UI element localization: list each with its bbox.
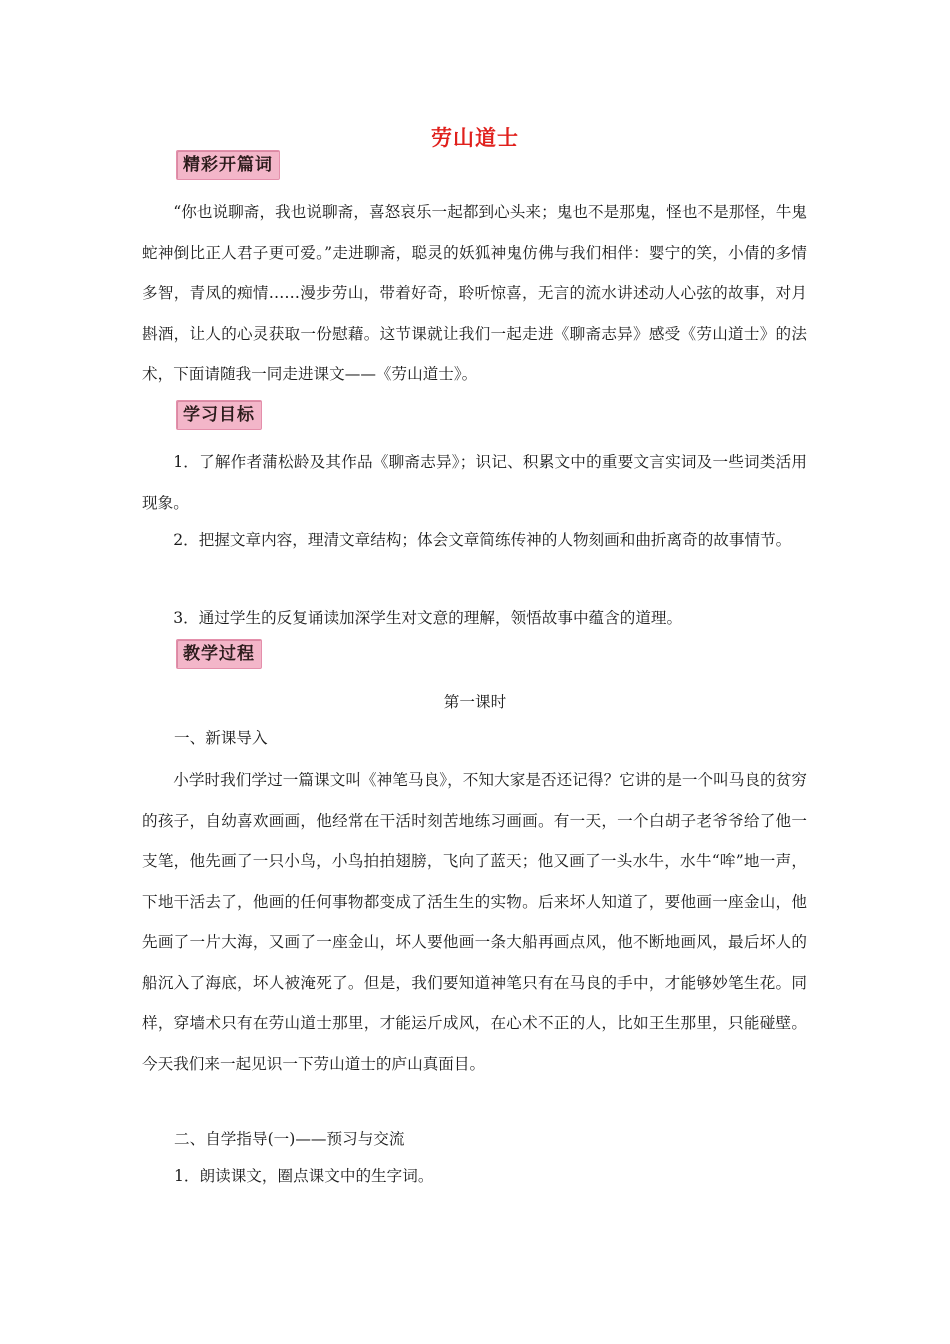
section-tag-intro: 精彩开篇词	[176, 150, 280, 180]
part2-item-1: 1．朗读课文，圈点课文中的生字词。	[174, 1167, 434, 1185]
section-tag-goals: 学习目标	[176, 400, 262, 430]
goal-item-2: 2．把握文章内容，理清文章结构；体会文章简练传神的人物刻画和曲折离奇的故事情节。	[173, 531, 792, 549]
intro-paragraph: “你也说聊斋，我也说聊斋，喜怒哀乐一起都到心头来；鬼也不是那鬼，怪也不是那怪，牛鬼蛇神倒比正人君子更可爱。”走进聊斋，聪灵的妖狐神鬼仿佛与我们相伴：婴宁的笑，小倩的多情多智，青凤的痴情……漫步劳山，带着好奇，聆听惊喜，无言的流水讲述动人心弦的故事，对月斟酒，让人的心灵获取一份慰藉。这节课就让我们一起走进《聊斋志异》感受《劳山道士》的法术，下面请随我一同走进课文——《劳山道士》。	[142, 203, 807, 383]
goal-item-1: 1．了解作者蒲松龄及其作品《聊斋志异》；识记、积累文中的重要文言实词及一些词类活用现象。	[142, 453, 807, 512]
part1-paragraph: 小学时我们学过一篇课文叫《神笔马良》，不知大家是否还记得？它讲的是一个叫马良的贫穷的孩子，自幼喜欢画画，他经常在干活时刻苦地练习画画。有一天，一个白胡子老爷爷给了他一支笔，他先画了一只小鸟，小鸟拍拍翅膀，飞向了蓝天；他又画了一头水牛，水牛“哞”地一声，下地干活去了，他画的任何事物都变成了活生生的实物。后来坏人知道了，要他画一座金山，他先画了一片大海，又画了一座金山，坏人要他画一条大船再画点风，他不断地画风，最后坏人的船沉入了海底，坏人被淹死了。但是，我们要知道神笔只有在马良的手中，才能够妙笔生花。同样，穿墙术只有在劳山道士那里，才能运斤成风，在心术不正的人，比如王生那里，只能碰壁。今天我们来一起见识一下劳山道士的庐山真面目。	[142, 771, 807, 1073]
section-tag-process: 教学过程	[176, 639, 262, 669]
part1-heading: 一、新课导入	[174, 729, 268, 747]
page-title: 劳山道士	[431, 126, 519, 150]
goal-item-3: 3．通过学生的反复诵读加深学生对文意的理解，领悟故事中蕴含的道理。	[173, 609, 683, 627]
part2-heading: 二、自学指导(一)——预习与交流	[174, 1130, 405, 1148]
lesson-label: 第一课时	[443, 693, 507, 711]
